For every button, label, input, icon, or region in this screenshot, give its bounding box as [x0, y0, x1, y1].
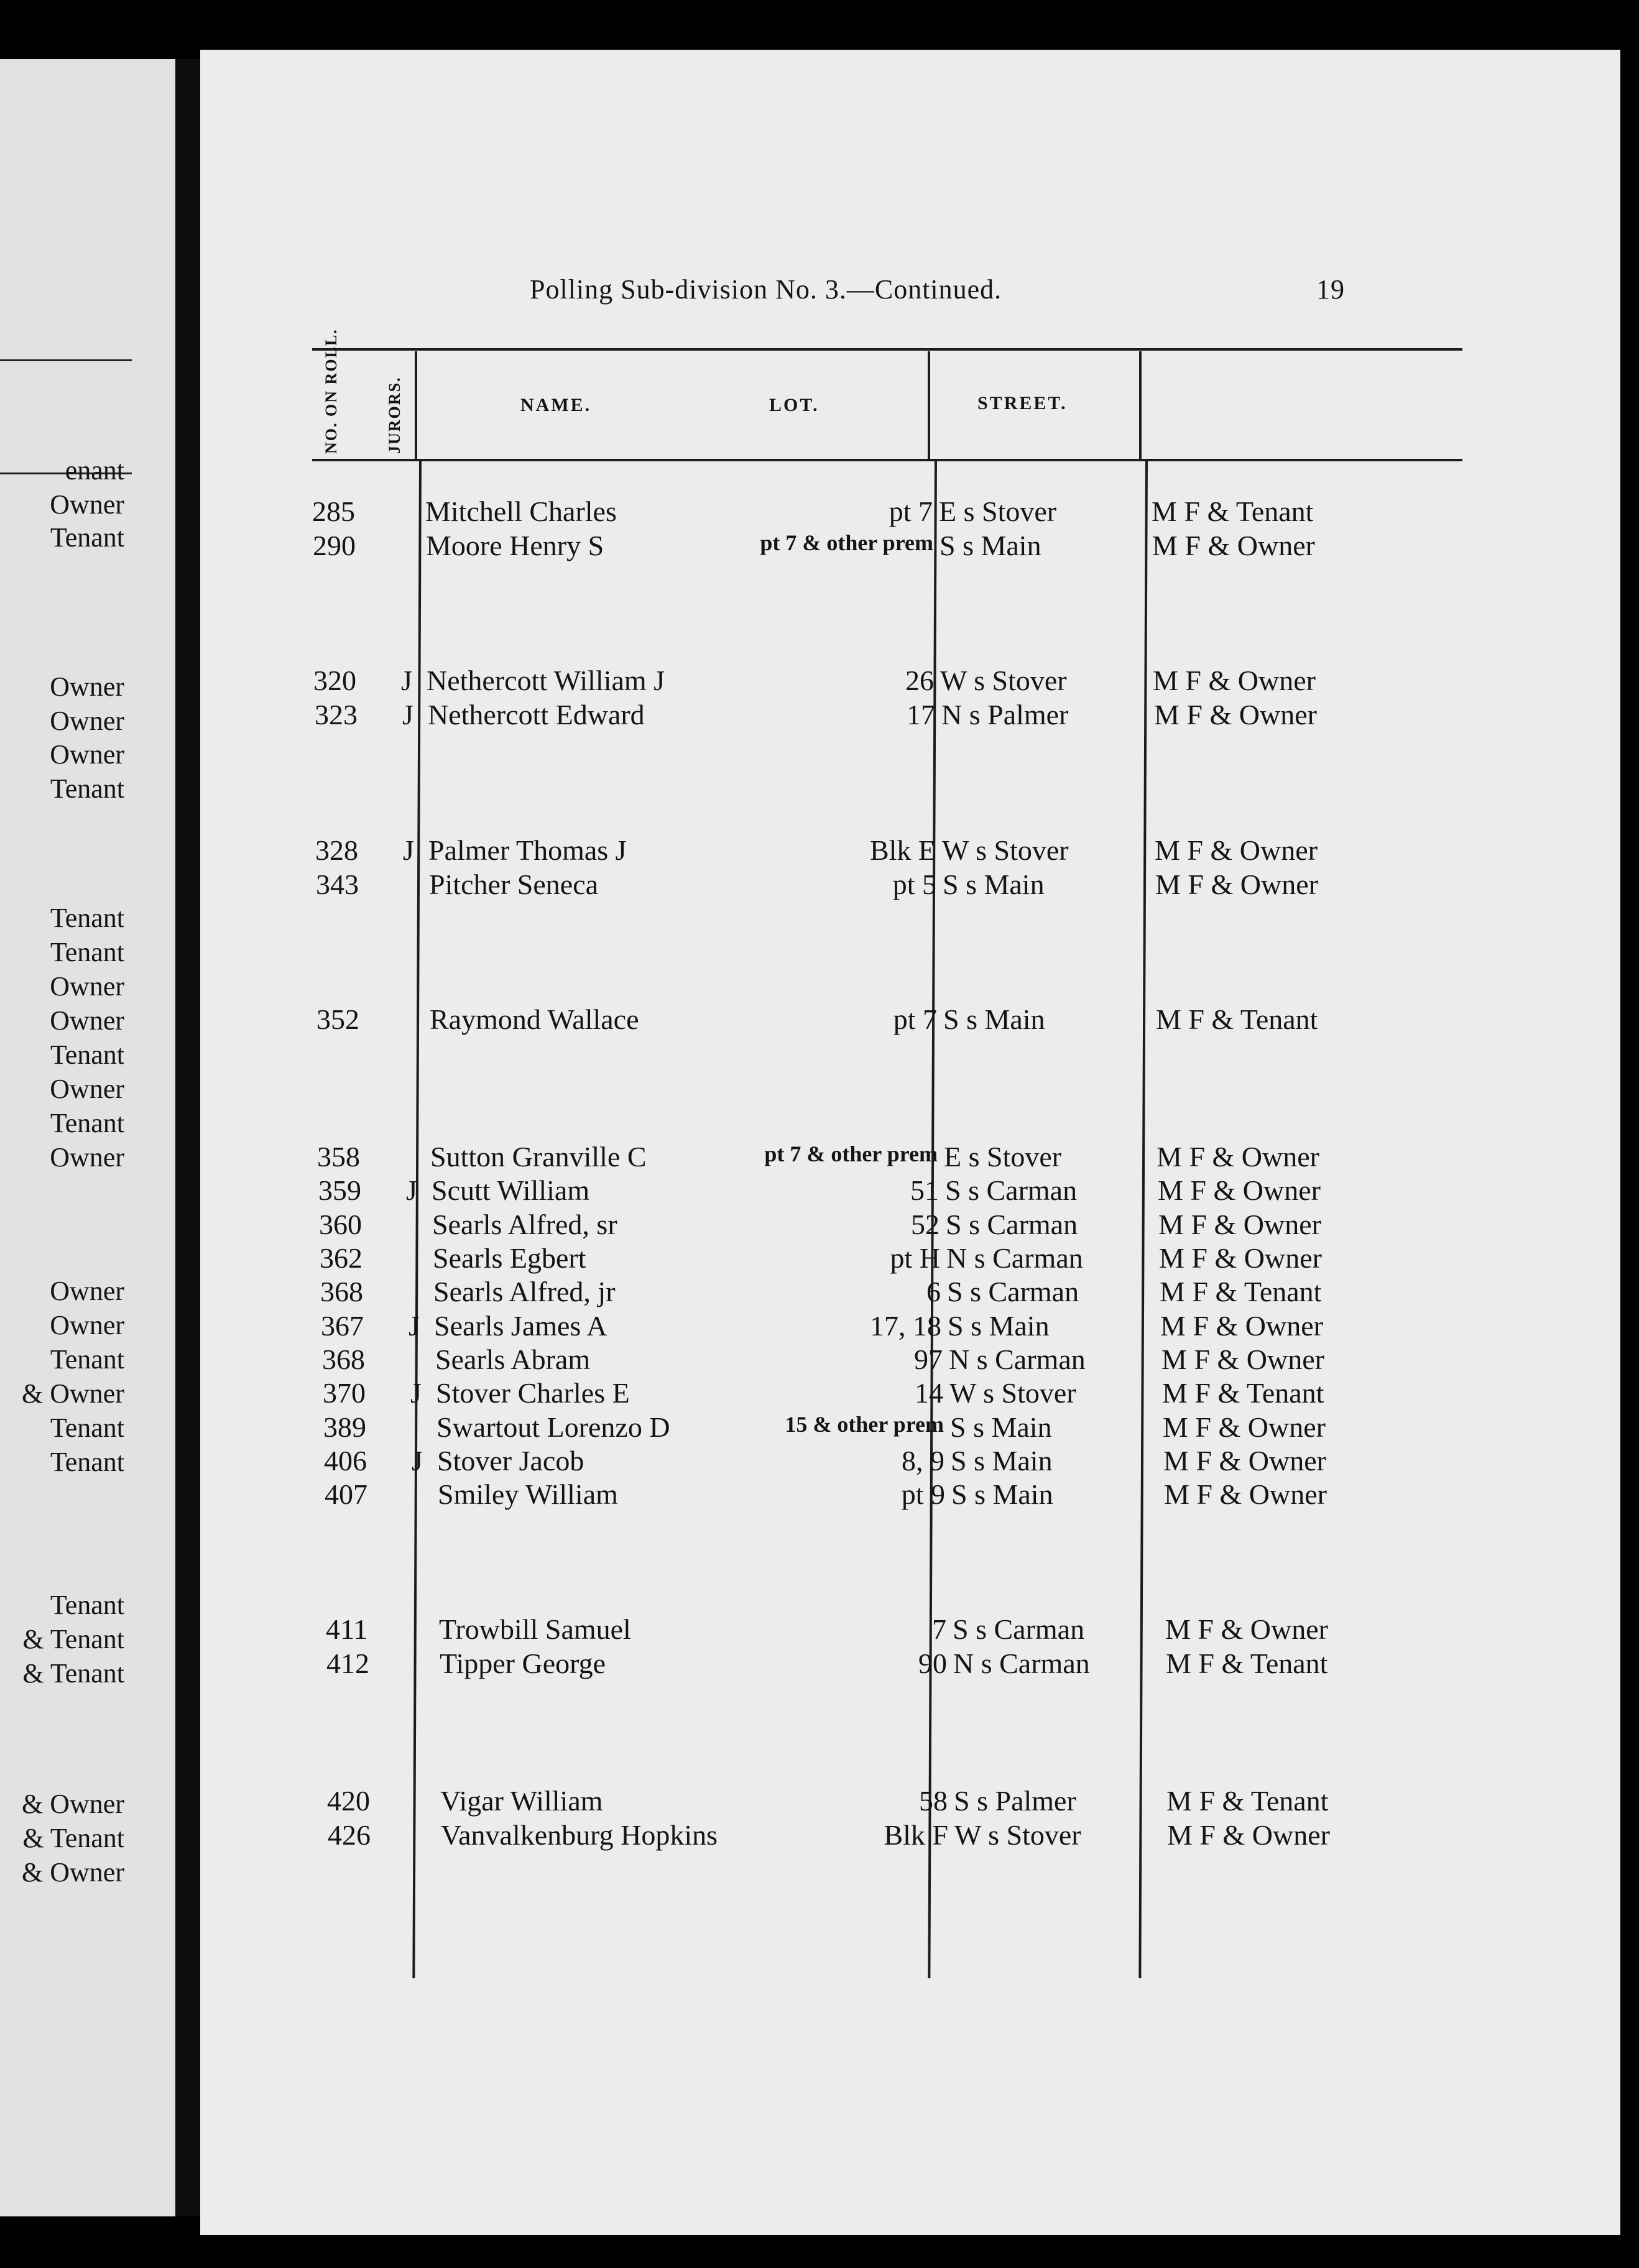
left-page-word: Tenant: [50, 773, 124, 804]
table-top-rule: [312, 348, 1462, 351]
page: [200, 50, 1620, 2235]
left-page-word: & Tenant: [22, 1823, 124, 1853]
left-page-word: Tenant: [50, 1590, 124, 1620]
roll-number: 359: [318, 1174, 361, 1206]
street: W s Stover: [954, 1819, 1081, 1851]
status: M F & Tenant: [1166, 1648, 1328, 1679]
roll-number: 320: [313, 665, 356, 696]
lot: 52: [911, 1209, 940, 1240]
voter-name: Searls Egbert: [433, 1242, 586, 1274]
left-page-word: Tenant: [50, 1413, 124, 1443]
street: W s Stover: [940, 665, 1067, 696]
page-number: 19: [1316, 274, 1345, 305]
voter-name: Sutton Granville C: [430, 1141, 647, 1173]
status: M F & Tenant: [1156, 1003, 1318, 1035]
status: M F & Owner: [1153, 665, 1316, 696]
voter-name: Stover Charles E: [436, 1377, 630, 1409]
lot: Blk F: [884, 1819, 948, 1851]
status: M F & Owner: [1160, 1310, 1323, 1342]
left-page-word: Tenant: [50, 903, 124, 933]
lot: 14: [915, 1377, 943, 1409]
col-header-jurors: JURORS.: [386, 376, 404, 454]
left-page-word: Owner: [50, 971, 124, 1002]
voter-name: Trowbill Samuel: [439, 1613, 631, 1645]
street: W s Stover: [942, 834, 1069, 866]
roll-number: 360: [319, 1209, 362, 1240]
street: N s Carman: [949, 1344, 1086, 1375]
juror-mark: J: [410, 1377, 422, 1409]
voter-name: Tipper George: [440, 1648, 606, 1679]
roll-number: 290: [313, 530, 356, 561]
status: M F & Tenant: [1166, 1785, 1329, 1817]
lot: pt H: [890, 1242, 940, 1274]
voter-name: Searls Abram: [435, 1344, 591, 1375]
roll-number: 368: [320, 1276, 363, 1307]
status: M F & Owner: [1163, 1411, 1326, 1443]
street: W s Stover: [949, 1377, 1076, 1409]
left-page-word: & Owner: [22, 1857, 124, 1888]
voter-name: Vigar William: [440, 1785, 603, 1817]
status: M F & Owner: [1159, 1242, 1322, 1274]
street: N s Carman: [953, 1648, 1090, 1679]
status: M F & Owner: [1163, 1445, 1326, 1477]
street: E s Stover: [944, 1141, 1062, 1173]
voter-name: Palmer Thomas J: [428, 834, 627, 866]
left-page-word: Owner: [50, 739, 124, 770]
street: S s Main: [950, 1411, 1052, 1443]
street: N s Palmer: [941, 699, 1069, 731]
status: M F & Owner: [1158, 1209, 1321, 1240]
street: E s Stover: [939, 496, 1057, 527]
left-page-word: & Owner: [22, 1789, 124, 1819]
lot: pt 7: [889, 496, 933, 527]
voter-name: Scutt William: [432, 1174, 590, 1206]
lot: pt 7 & other prem: [764, 1141, 938, 1166]
lot: 97: [914, 1344, 943, 1375]
roll-number: 285: [312, 496, 355, 527]
col-header-street: STREET.: [977, 393, 1068, 413]
left-page-word: Tenant: [50, 1344, 124, 1375]
col-rule-status-head: [1139, 351, 1142, 460]
col-rule-jurors-head: [415, 351, 417, 460]
left-page-word: Owner: [50, 1310, 124, 1340]
roll-number: 323: [315, 699, 358, 731]
left-page-word: & Tenant: [22, 1624, 124, 1654]
voter-name: Nethercott William J: [427, 665, 665, 696]
left-page-word: Owner: [50, 671, 124, 702]
roll-number: 328: [315, 834, 358, 866]
juror-mark: J: [401, 665, 412, 696]
lot: pt 5: [892, 869, 936, 900]
lot: 58: [919, 1785, 948, 1817]
left-page-word: & Tenant: [22, 1658, 124, 1689]
status: M F & Owner: [1165, 1613, 1328, 1645]
roll-number: 343: [316, 869, 359, 900]
col-header-no-on-roll: NO. ON ROLL.: [322, 328, 340, 454]
juror-mark: J: [409, 1310, 420, 1342]
left-page-word: Owner: [50, 489, 124, 520]
street: S s Carman: [947, 1276, 1079, 1307]
left-page-word: Tenant: [50, 937, 124, 967]
status: M F & Owner: [1155, 869, 1318, 900]
street: S s Main: [943, 869, 1045, 900]
col-rule-status: [1138, 461, 1148, 1978]
voter-name: Swartout Lorenzo D: [436, 1411, 670, 1443]
status: M F & Owner: [1154, 699, 1317, 731]
status: M F & Tenant: [1162, 1377, 1324, 1409]
juror-mark: J: [412, 1445, 423, 1477]
book-spine: [175, 59, 200, 2216]
status: M F & Owner: [1158, 1174, 1321, 1206]
voter-name: Raymond Wallace: [430, 1003, 639, 1035]
street: S s Main: [951, 1445, 1053, 1477]
roll-number: 389: [323, 1411, 366, 1443]
lot: Blk E: [869, 834, 936, 866]
juror-mark: J: [406, 1174, 417, 1206]
lot: 6: [926, 1276, 941, 1307]
status: M F & Tenant: [1160, 1276, 1322, 1307]
lot: 90: [918, 1648, 947, 1679]
street: S s Main: [943, 1003, 1045, 1035]
col-header-lot: LOT.: [769, 395, 820, 415]
street: S s Main: [948, 1310, 1050, 1342]
voter-name: Searls Alfred, sr: [432, 1209, 617, 1240]
roll-number: 367: [321, 1310, 364, 1342]
roll-number: 426: [328, 1819, 371, 1851]
lot: 17, 18: [870, 1310, 941, 1342]
street: S s Main: [940, 530, 1041, 561]
street: S s Carman: [953, 1613, 1085, 1645]
left-page-word: Tenant: [50, 1108, 124, 1138]
status: M F & Owner: [1164, 1478, 1327, 1510]
lot: 26: [905, 665, 934, 696]
street: S s Carman: [945, 1174, 1078, 1206]
col-rule-street-head: [928, 351, 930, 460]
left-page-word: Tenant: [50, 522, 124, 553]
roll-number: 406: [324, 1445, 367, 1477]
status: M F & Owner: [1161, 1344, 1324, 1375]
left-page-word: Owner: [50, 1005, 124, 1036]
roll-number: 407: [325, 1478, 367, 1510]
roll-number: 420: [327, 1785, 370, 1817]
status: M F & Owner: [1152, 530, 1315, 561]
juror-mark: J: [403, 834, 414, 866]
lot: pt 9: [901, 1478, 945, 1510]
status: M F & Owner: [1167, 1819, 1330, 1851]
col-header-name: NAME.: [520, 395, 592, 415]
voter-name: Stover Jacob: [437, 1445, 584, 1477]
roll-number: 370: [323, 1377, 366, 1409]
roll-number: 411: [326, 1613, 368, 1645]
voter-name: Mitchell Charles: [425, 496, 617, 527]
left-page-word: Tenant: [50, 1040, 124, 1070]
page-title: Polling Sub-division No. 3.—Continued.: [530, 274, 1002, 305]
roll-number: 358: [317, 1141, 360, 1173]
voter-name: Searls Alfred, jr: [433, 1276, 616, 1307]
roll-number: 368: [322, 1344, 365, 1375]
lot: 51: [910, 1174, 939, 1206]
left-page-word: Owner: [50, 1142, 124, 1173]
status: M F & Owner: [1157, 1141, 1319, 1173]
roll-number: 352: [316, 1003, 359, 1035]
left-page-word: & Owner: [22, 1378, 124, 1409]
status: M F & Owner: [1155, 834, 1318, 866]
left-page-word: Owner: [50, 1276, 124, 1306]
left-page-fragment: [0, 59, 175, 2216]
voter-name: Smiley William: [438, 1478, 618, 1510]
status: M F & Tenant: [1152, 496, 1314, 527]
roll-number: 412: [326, 1648, 369, 1679]
street: S s Main: [951, 1478, 1053, 1510]
street: N s Carman: [946, 1242, 1083, 1274]
roll-number: 362: [320, 1242, 362, 1274]
lot: 7: [932, 1613, 946, 1645]
left-page-word: Tenant: [50, 1447, 124, 1477]
lot: pt 7: [893, 1003, 937, 1035]
lot: 15 & other prem: [785, 1412, 944, 1437]
left-page-word: Owner: [50, 706, 124, 736]
lot: 8, 9: [902, 1445, 944, 1477]
voter-name: Vanvalkenburg Hopkins: [441, 1819, 718, 1851]
lot: pt 7 & other prem: [760, 530, 933, 555]
table-header-rule: [312, 459, 1462, 461]
street: S s Carman: [946, 1209, 1078, 1240]
lot: 17: [907, 699, 935, 731]
left-rule: [0, 359, 132, 361]
street: S s Palmer: [954, 1785, 1076, 1817]
left-page-word: Owner: [50, 1074, 124, 1104]
voter-name: Nethercott Edward: [428, 699, 645, 731]
juror-mark: J: [402, 699, 413, 731]
voter-name: Searls James A: [434, 1310, 607, 1342]
left-page-word: enant: [65, 455, 124, 486]
voter-name: Pitcher Seneca: [429, 869, 599, 900]
voter-name: Moore Henry S: [426, 530, 604, 561]
